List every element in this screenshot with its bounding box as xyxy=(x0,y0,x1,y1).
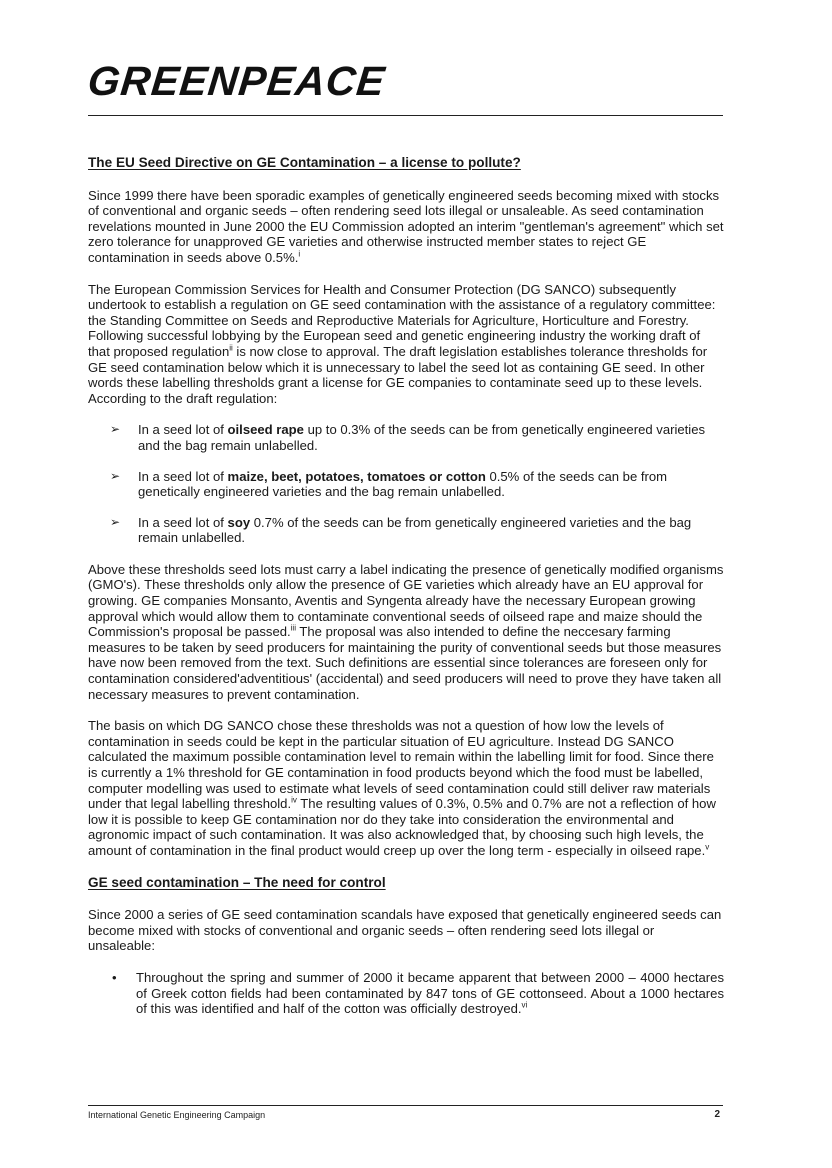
endnote-ref: iv xyxy=(291,795,297,805)
paragraph-dg-sanco: The European Commission Services for Health and Consumer Protection (DG SANCO) subsequently undertook to establish a regulation on GE seed contamination with the assistance of a regulatory committee: the Standing Committee on Seeds and Reproductive Materials for Agriculture, Horticulture and Forestry. Following successful lobbying by the European seed and genetic engineering industry the working draft of that proposed regulation$^{ii}$ is now close to approval. The draft legislation establishes tolerance thresholds for GE seed contamination below which it is unnecessary to label the seed lot as containing GE seed. In other words these labelling thresholds grant a license for GE companies to contaminate seed up to these levels. According to the draft regulation: xyxy=(88,281,716,406)
endnote-ref: i xyxy=(298,249,301,259)
endnote-ref: v xyxy=(705,842,710,852)
section-heading-need-for-control: GE seed contamination – The need for control xyxy=(88,874,386,890)
threshold-list xyxy=(88,422,724,546)
endnote-ref: ii xyxy=(229,343,233,353)
list-item: • Throughout the spring and summer of 2000 it became apparent that between 2000 – 4000 hectares of Greek cotton fields had been contaminated by 847 tons of GE cottonseed. About a 1000 hectares of this was identified and half of the cotton was officially destroyed.$^{vi}$ xyxy=(112,969,724,1017)
greenpeace-logo: GREENPEACE xyxy=(85,58,388,104)
arrow-bullet-icon: ➢ xyxy=(110,468,121,483)
header-rule xyxy=(88,115,723,116)
paragraph-labelling: Above these thresholds seed lots must carry a label indicating the presence of genetically modified organisms (GMO's). These thresholds only allow the presence of GE varieties which already have an EU approval for growing. GE companies Monsanto, Aventis and Syngenta already have the necessary European growing approval which would allow them to contaminate conventional seeds of oilseed rape and maize should the Commission's proposal be passed.$^{iii}$ The proposal was also intended to define the neccesary farming measures to be taken by seed producers for maintaining the purity of conventional seeds but those measures have now been removed from the text. Such definitions are essential since tolerances are foreseen only for contamination considered'adventitious' (accidental) and seed producers will need to prove they have taken all necessary measures to prevent contamination. xyxy=(88,561,724,702)
endnote-ref: vi xyxy=(521,1000,528,1010)
scandal-list xyxy=(88,970,724,1017)
list-item: ➢ In a seed lot of maize, beet, potatoes, tomatoes or cotton 0.5% of the seeds can be from genetically engineered varieties and the bag remain unlabelled. xyxy=(110,468,668,500)
bullet-dot-icon: • xyxy=(112,969,117,985)
paragraph-scandals: Since 2000 a series of GE seed contamination scandals have exposed that genetically engineered seeds can become mixed with stocks of conventional and organic seeds – often rendering seed lots illegal or unsaleable: xyxy=(88,907,722,954)
footer-campaign-name: International Genetic Engineering Campaign xyxy=(88,1110,266,1120)
paragraph-thresholds-basis: The basis on which DG SANCO chose these thresholds was not a question of how low the levels of contamination in seeds could be kept in the particular situation of EU agriculture. Instead DG SANCO calculated the maximum possible contamination level to remain within the labelling limit for food. Since there is currently a 1% threshold for GE contamination in food products beyond which the food must be labelled, computer modelling was used to estimate what levels of seed contamination could still deliver raw materials under that legal labelling threshold.$^{iv}$ The resulting values of 0.3%, 0.5% and 0.7% are not a reflection of how low it is possible to keep GE contamination nor do they take into consideration the environmental and agronomic impact of such contamination. It was also acknowledged that, by choosing such high levels, the amount of contamination in the final product would creep up over the long term - especially in oilseed rape.$^v$ xyxy=(88,718,716,858)
arrow-bullet-icon: ➢ xyxy=(110,422,121,437)
paragraph-intro: Since 1999 there have been sporadic examples of genetically engineered seeds becoming mixed with stocks of conventional and organic seeds – often rendering seed lots illegal or unsaleable. As seed contamination revelations mounted in June 2000 the EU Commission adopted an interim "gentleman's agreement" which set zero tolerance for unapproved GE varieties and otherwise instructed member states to reject GE contamination in seeds above 0.5%.$^i$ xyxy=(88,187,724,265)
document-body xyxy=(88,155,724,1017)
arrow-bullet-icon: ➢ xyxy=(110,514,121,529)
footer-rule xyxy=(88,1105,723,1106)
list-item: ➢ In a seed lot of soy 0.7% of the seeds can be from genetically engineered varieties and the bag remain unlabelled. xyxy=(110,514,692,546)
section-heading-seed-directive: The EU Seed Directive on GE Contamination – a license to pollute? xyxy=(88,155,521,170)
page-number: 2 xyxy=(714,1109,720,1120)
list-item: ➢ In a seed lot of oilseed rape up to 0.3% of the seeds can be from genetically engineered varieties and the bag remain unlabelled. xyxy=(110,422,706,453)
endnote-ref: iii xyxy=(290,623,296,633)
